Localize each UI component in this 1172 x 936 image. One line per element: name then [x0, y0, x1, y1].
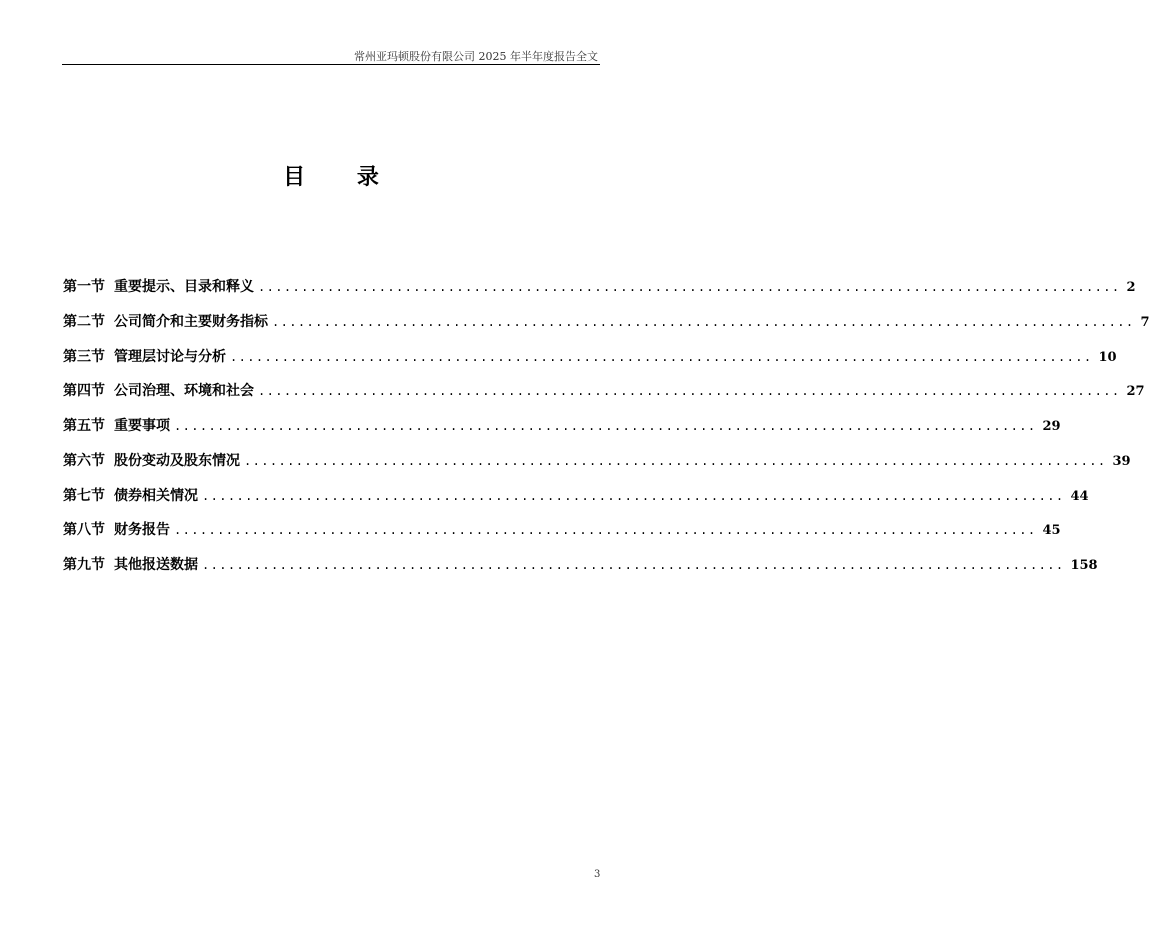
toc-entry-name: 重要事项	[114, 418, 170, 434]
toc-entry-name: 其他报送数据	[114, 557, 198, 573]
toc-entry-name: 公司治理、环境和社会	[114, 383, 254, 400]
toc-entry-name: 财务报告	[114, 522, 170, 539]
toc-section-label: 第八节	[63, 522, 105, 539]
toc-section-label: 第九节	[63, 557, 105, 573]
toc-section-label: 第二节	[63, 313, 105, 330]
dot-leader: ....................................................................................................	[244, 453, 1107, 468]
table-of-contents	[63, 276, 1150, 589]
toc-entry-name: 公司简介和主要财务指标	[114, 313, 268, 330]
dot-leader: ....................................................................................................	[202, 558, 1065, 572]
toc-entry-name: 股份变动及股东情况	[114, 452, 240, 469]
dot-leader: ....................................................................................................	[174, 419, 1037, 433]
toc-section-label: 第四节	[63, 383, 105, 400]
toc-page-number: 7	[1140, 314, 1150, 330]
toc-entry-name: 债券相关情况	[114, 487, 198, 504]
toc-page-number: 45	[1042, 523, 1061, 539]
toc-title: 目 录	[283, 165, 401, 190]
running-header: 常州亚玛顿股份有限公司 2025 年半年度报告全文	[354, 50, 598, 63]
toc-page-number: 2	[1126, 280, 1136, 295]
dot-leader: ....................................................................................................	[272, 314, 1135, 329]
toc-entry[interactable]	[63, 415, 1061, 450]
toc-entry[interactable]	[63, 276, 1136, 311]
toc-page-number: 39	[1112, 453, 1131, 469]
toc-entry-name: 管理层讨论与分析	[114, 348, 226, 365]
toc-section-label: 第七节	[63, 487, 105, 504]
dot-leader: ....................................................................................................	[230, 349, 1093, 364]
toc-entry[interactable]	[63, 450, 1131, 485]
dot-leader: ....................................................................................................	[174, 523, 1037, 538]
page-number: 3	[594, 869, 601, 880]
toc-entry-name: 重要提示、目录和释义	[114, 279, 254, 295]
toc-page-number: 29	[1042, 419, 1061, 434]
toc-section-label: 第六节	[63, 452, 105, 469]
toc-entry[interactable]	[63, 311, 1150, 346]
toc-entry[interactable]	[63, 485, 1089, 520]
header-rule	[62, 64, 600, 65]
toc-page-number: 158	[1070, 558, 1098, 573]
toc-page-number: 10	[1098, 349, 1117, 365]
dot-leader: ....................................................................................................	[202, 488, 1065, 503]
toc-page-number: 27	[1126, 384, 1145, 400]
toc-section-label: 第三节	[63, 348, 105, 365]
toc-entry[interactable]	[63, 346, 1117, 381]
toc-section-label: 第一节	[63, 279, 105, 295]
toc-entry[interactable]	[63, 554, 1098, 589]
dot-leader: ....................................................................................................	[258, 384, 1121, 399]
toc-entry[interactable]	[63, 380, 1145, 415]
toc-section-label: 第五节	[63, 418, 105, 434]
toc-page-number: 44	[1070, 488, 1089, 504]
toc-entry[interactable]	[63, 519, 1061, 554]
dot-leader: ....................................................................................................	[258, 280, 1121, 294]
